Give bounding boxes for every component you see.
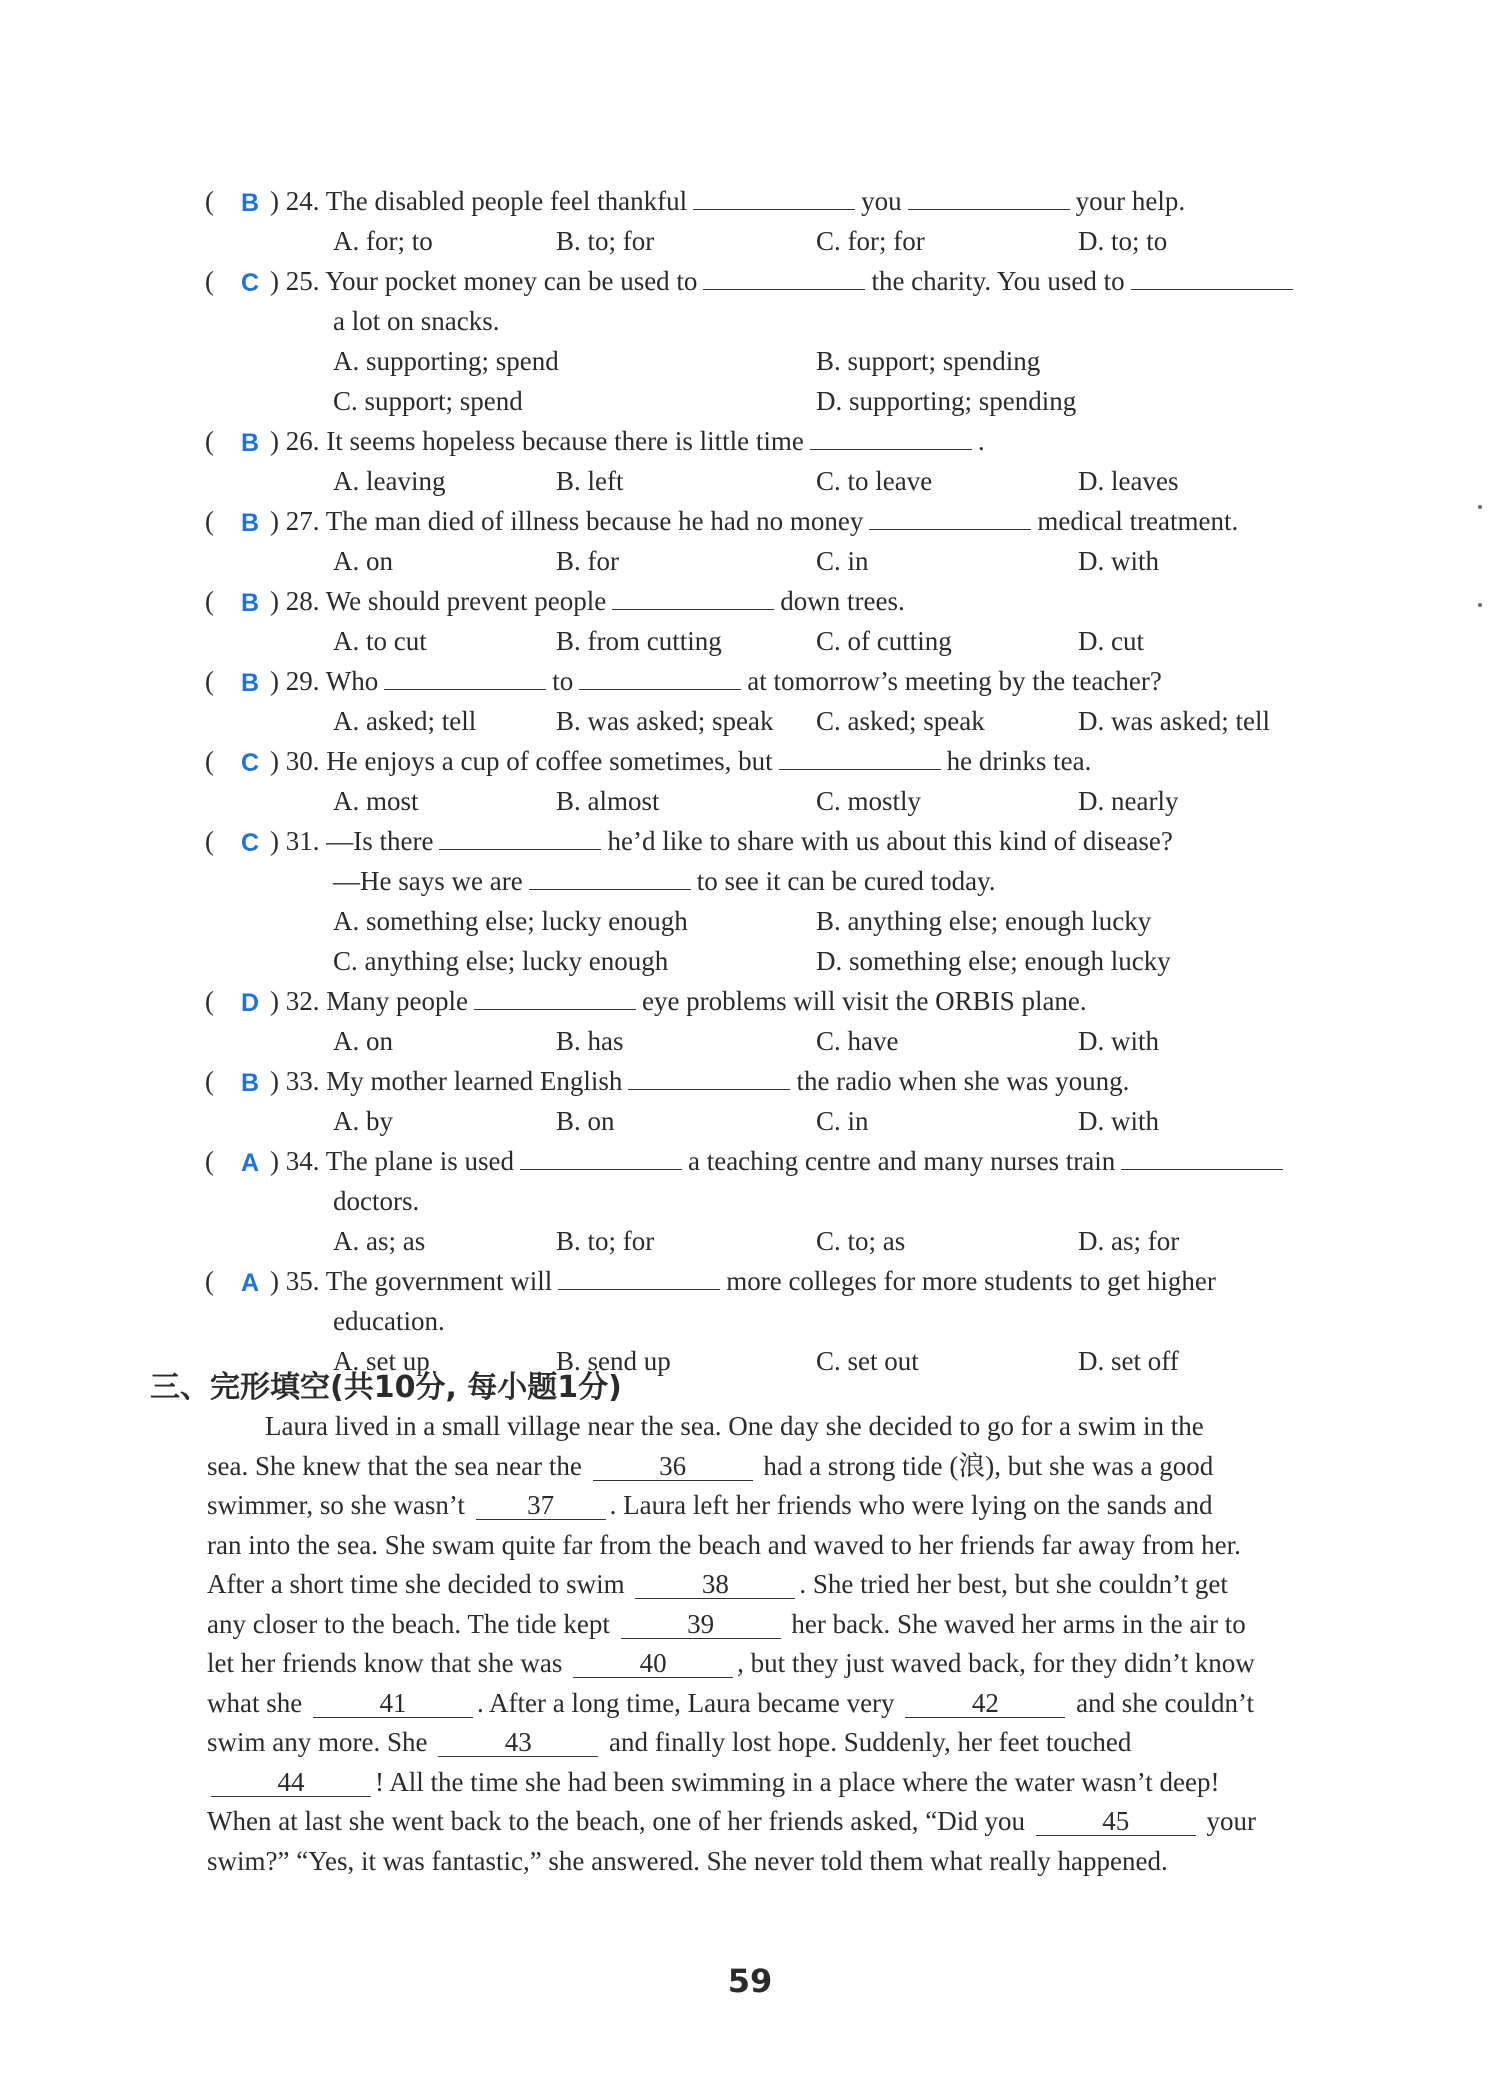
question-stem (270, 261, 1299, 301)
option-d[interactable]: D. supporting; spending (816, 386, 1077, 416)
option-a[interactable]: A. supporting; spend (333, 346, 559, 376)
reply-line (333, 861, 996, 901)
section-title: 三、完形填空(共10分, 每小题1分) (150, 1370, 622, 1405)
question-stem (270, 1141, 1289, 1181)
question-number: ) 26. (270, 426, 327, 456)
cloze-blank-39[interactable]: 39 (621, 1610, 781, 1639)
question-number: ) 31. (270, 826, 327, 856)
passage-text: ! All the time she had been swimming in a place where the water wasn’t deep! (375, 1766, 1220, 1797)
option-c[interactable]: C. have (816, 1026, 899, 1056)
cloze-blank-41[interactable]: 41 (313, 1689, 473, 1718)
cloze-blank-40[interactable]: 40 (573, 1649, 733, 1678)
option-b[interactable]: B. left (556, 466, 624, 496)
passage-text: swimmer, so she wasn’t (207, 1490, 472, 1520)
question-number: ) 27. (270, 506, 326, 536)
option-a[interactable]: A. as; as (333, 1226, 426, 1256)
passage-text: . She tried her best, but she couldn’t get (799, 1569, 1228, 1599)
passage-text: ran into the sea. She swam quite far from the beach and waved to her friends far away from her. (207, 1529, 1241, 1560)
answer-mark: B (240, 429, 260, 457)
option-b[interactable]: B. for (556, 546, 619, 576)
stem-text: to see it can be cured today. (696, 866, 996, 896)
option-c[interactable]: C. anything else; lucky enough (333, 946, 669, 976)
option-b[interactable]: B. to; for (556, 1226, 655, 1256)
stem-text: to (552, 666, 574, 696)
stem-text: medical treatment. (1037, 506, 1239, 536)
answer-blank[interactable] (384, 663, 546, 690)
question-continuation: a lot on snacks. (333, 306, 500, 336)
option-d[interactable]: D. to; to (1078, 226, 1168, 256)
stem-text: eye problems will visit the ORBIS plane. (641, 986, 1087, 1016)
passage-line (207, 1723, 1367, 1763)
question-number: ) 32. (270, 986, 327, 1016)
passage-text: her back. She waved her arms in the air to (784, 1608, 1246, 1639)
question-continuation: doctors. (333, 1186, 420, 1216)
option-b[interactable]: B. to; for (556, 226, 655, 256)
passage-text: After a short time she decided to swim (207, 1569, 632, 1599)
passage-text: . Laura left her friends who were lying on the sands and (609, 1490, 1213, 1520)
answer-blank[interactable] (703, 263, 865, 290)
option-b[interactable]: B. send up (556, 1346, 671, 1376)
answer-blank[interactable] (579, 663, 741, 690)
answer-mark: B (240, 509, 260, 537)
option-d[interactable]: D. with (1078, 546, 1159, 576)
question-number: ) 24. (270, 186, 326, 216)
option-a[interactable]: A. set up (333, 1346, 430, 1376)
passage-line (207, 1842, 1367, 1882)
passage-line (207, 1605, 1367, 1645)
option-b[interactable]: B. was asked; speak (556, 706, 774, 736)
open-paren: ( (205, 1066, 214, 1096)
open-paren: ( (205, 986, 214, 1016)
option-a[interactable]: A. something else; lucky enough (333, 906, 688, 936)
question-number: ) 35. (270, 1266, 326, 1296)
stem-text: The disabled people feel thankful (325, 186, 688, 216)
cloze-blank-37[interactable]: 37 (476, 1491, 606, 1520)
cloze-blank-42[interactable]: 42 (905, 1689, 1065, 1718)
option-d[interactable]: D. something else; enough lucky (816, 946, 1171, 976)
passage-text: . After a long time, Laura became very (476, 1687, 902, 1718)
scan-dot (1478, 603, 1482, 607)
stem-text: Who (325, 666, 379, 696)
stem-text: He enjoys a cup of coffee sometimes, but (326, 746, 773, 776)
stem-text: We should prevent people (325, 586, 607, 616)
question-stem (270, 581, 905, 621)
passage-text: swim?” “Yes, it was fantastic,” she answered. She never told them what really happened. (207, 1845, 1168, 1876)
open-paren: ( (205, 666, 214, 696)
option-d[interactable]: D. as; for (1078, 1226, 1180, 1256)
open-paren: ( (205, 186, 214, 216)
option-c[interactable]: C. of cutting (816, 626, 952, 656)
answer-blank[interactable] (908, 183, 1070, 210)
passage-text: had a strong tide (浪), but she was a good (756, 1450, 1214, 1481)
open-paren: ( (205, 266, 214, 296)
passage-line (207, 1763, 1367, 1803)
open-paren: ( (205, 1146, 214, 1176)
stem-text: —He says we are (333, 866, 523, 896)
scan-dot (1478, 505, 1482, 509)
stem-text: down trees. (780, 586, 905, 616)
passage-line (207, 1644, 1367, 1684)
passage-text: When at last she went back to the beach, one of her friends asked, “Did you (207, 1806, 1032, 1836)
option-d[interactable]: D. leaves (1078, 466, 1179, 496)
cloze-blank-44[interactable]: 44 (211, 1768, 371, 1797)
passage-text: and she couldn’t (1069, 1687, 1255, 1718)
option-c[interactable]: C. for; for (816, 226, 925, 256)
option-b[interactable]: B. almost (556, 786, 660, 816)
answer-blank[interactable] (558, 1263, 720, 1290)
option-c[interactable]: C. mostly (816, 786, 922, 816)
question-stem (270, 181, 1185, 221)
stem-text: Many people (326, 986, 468, 1016)
answer-blank[interactable] (474, 983, 636, 1010)
question-stem (270, 501, 1238, 541)
answer-mark: A (240, 1149, 260, 1177)
option-d[interactable]: D. set off (1078, 1346, 1179, 1376)
option-a[interactable]: A. for; to (333, 226, 433, 256)
answer-mark: C (240, 749, 260, 777)
answer-mark: C (240, 829, 260, 857)
option-d[interactable]: D. with (1078, 1026, 1159, 1056)
option-a[interactable]: A. most (333, 786, 419, 816)
answer-blank[interactable] (869, 503, 1031, 530)
passage-line (207, 1486, 1367, 1526)
stem-text: a teaching centre and many nurses train (687, 1146, 1116, 1176)
question-stem (270, 981, 1087, 1021)
option-b[interactable]: B. has (556, 1026, 624, 1056)
passage-line (207, 1407, 1367, 1447)
passage-text: swim any more. She (207, 1727, 435, 1757)
option-a[interactable]: A. to cut (333, 626, 427, 656)
option-c[interactable]: C. support; spend (333, 386, 523, 416)
passage-line (207, 1802, 1367, 1842)
option-a[interactable]: A. by (333, 1106, 393, 1136)
cloze-passage (207, 1407, 1367, 1881)
open-paren: ( (205, 826, 214, 856)
option-c[interactable]: C. set out (816, 1346, 919, 1376)
open-paren: ( (205, 1266, 214, 1296)
answer-mark: B (240, 669, 260, 697)
answer-mark: B (240, 189, 260, 217)
passage-text: and finally lost hope. Suddenly, her feet touched (602, 1727, 1132, 1757)
answer-blank[interactable] (810, 423, 972, 450)
passage-text: your (1199, 1806, 1256, 1836)
option-b[interactable]: B. support; spending (816, 346, 1041, 376)
option-d[interactable]: D. nearly (1078, 786, 1179, 816)
option-a[interactable]: A. on (333, 1026, 393, 1056)
cloze-blank-36[interactable]: 36 (593, 1452, 753, 1481)
answer-blank[interactable] (1121, 1143, 1283, 1170)
answer-blank[interactable] (779, 743, 941, 770)
question-stem (270, 821, 1173, 861)
passage-text: sea. She knew that the sea near the (207, 1450, 589, 1481)
question-stem (270, 1261, 1216, 1301)
stem-text: The man died of illness because he had no money (325, 506, 864, 536)
stem-text: The government will (325, 1266, 553, 1296)
passage-text: Laura lived in a small village near the sea. One day she decided to go for a swim in the (265, 1411, 1204, 1441)
option-b[interactable]: B. on (556, 1106, 615, 1136)
open-paren: ( (205, 426, 214, 456)
passage-line (207, 1565, 1367, 1605)
option-d[interactable]: D. cut (1078, 626, 1144, 656)
passage-line (207, 1684, 1367, 1724)
answer-mark: B (240, 1069, 260, 1097)
answer-blank[interactable] (520, 1143, 682, 1170)
question-stem (270, 661, 1162, 701)
passage-text: , but they just waved back, for they didn’t know (737, 1648, 1255, 1678)
stem-text: you (861, 186, 902, 216)
option-d[interactable]: D. was asked; tell (1078, 706, 1270, 736)
question-number: ) 25. (270, 266, 326, 296)
question-number: ) 29. (270, 666, 326, 696)
open-paren: ( (205, 586, 214, 616)
stem-text: the radio when she was young. (796, 1066, 1130, 1096)
question-number: ) 28. (270, 586, 326, 616)
option-a[interactable]: A. leaving (333, 466, 446, 496)
open-paren: ( (205, 506, 214, 536)
stem-text: more colleges for more students to get higher (726, 1266, 1216, 1296)
answer-blank[interactable] (439, 823, 601, 850)
stem-text: the charity. You used to (871, 266, 1125, 296)
stem-text: he’d like to share with us about this kind of disease? (607, 826, 1173, 856)
stem-text: Your pocket money can be used to (325, 266, 698, 296)
question-number: ) 33. (270, 1066, 327, 1096)
open-paren: ( (205, 746, 214, 776)
option-c[interactable]: C. in (816, 1106, 869, 1136)
answer-blank[interactable] (529, 863, 691, 890)
stem-text: The plane is used (325, 1146, 514, 1176)
question-stem (270, 421, 985, 461)
question-continuation: education. (333, 1306, 445, 1336)
answer-mark: B (240, 589, 260, 617)
stem-text: he drinks tea. (946, 746, 1092, 776)
option-d[interactable]: D. with (1078, 1106, 1159, 1136)
passage-text: any closer to the beach. The tide kept (207, 1608, 617, 1639)
answer-blank[interactable] (612, 583, 774, 610)
answer-mark: D (240, 989, 260, 1017)
question-number: ) 34. (270, 1146, 326, 1176)
answer-mark: A (240, 1269, 260, 1297)
answer-blank[interactable] (693, 183, 855, 210)
question-number: ) 30. (270, 746, 327, 776)
passage-line (207, 1447, 1367, 1487)
stem-text: at tomorrow’s meeting by the teacher? (747, 666, 1162, 696)
cloze-blank-45[interactable]: 45 (1036, 1807, 1196, 1836)
answer-mark: C (240, 269, 260, 297)
passage-text: what she (207, 1687, 309, 1718)
question-stem (270, 741, 1091, 781)
answer-blank[interactable] (628, 1063, 790, 1090)
cloze-blank-38[interactable]: 38 (635, 1570, 795, 1599)
option-b[interactable]: B. from cutting (556, 626, 722, 656)
question-stem (270, 1061, 1129, 1101)
stem-text: —Is there (326, 826, 434, 856)
passage-text: let her friends know that she was (207, 1648, 570, 1678)
stem-text: your help. (1075, 186, 1186, 216)
option-c[interactable]: C. to leave (816, 466, 933, 496)
stem-text: It seems hopeless because there is little time (326, 426, 804, 456)
option-c[interactable]: C. in (816, 546, 869, 576)
cloze-blank-43[interactable]: 43 (438, 1728, 598, 1757)
stem-text: . (977, 426, 985, 456)
stem-text: My mother learned English (326, 1066, 623, 1096)
option-b[interactable]: B. anything else; enough lucky (816, 906, 1152, 936)
answer-blank[interactable] (1131, 263, 1293, 290)
passage-line (207, 1526, 1367, 1566)
page-number: 59 (727, 1962, 773, 2000)
option-c[interactable]: C. to; as (816, 1226, 906, 1256)
option-c[interactable]: C. asked; speak (816, 706, 985, 736)
option-a[interactable]: A. asked; tell (333, 706, 477, 736)
option-a[interactable]: A. on (333, 546, 393, 576)
